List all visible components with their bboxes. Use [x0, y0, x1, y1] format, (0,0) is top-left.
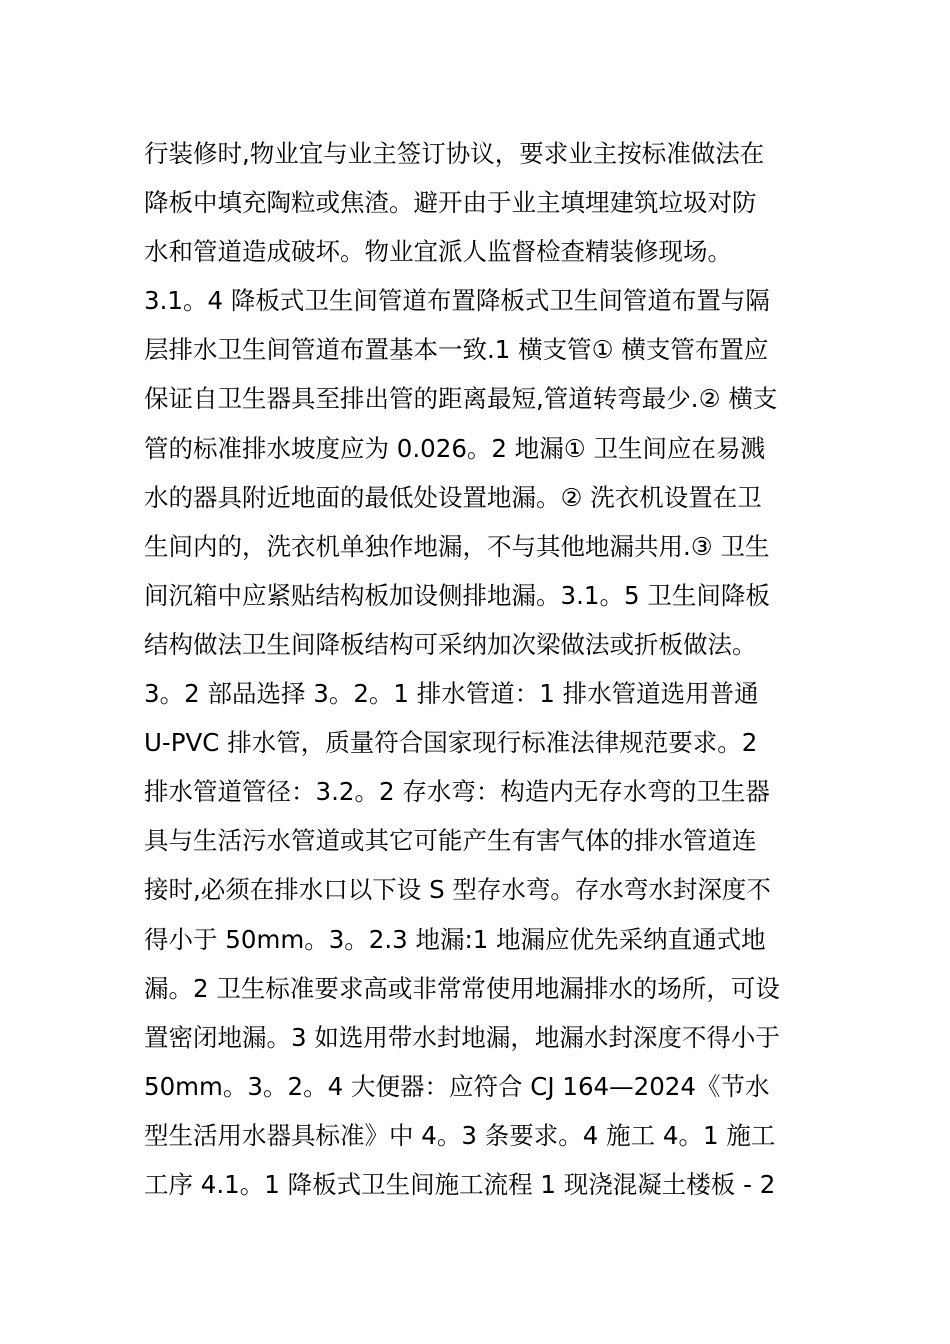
text-line: 3.1。4 降板式卫生间管道布置降板式卫生间管道布置与隔 [144, 286, 770, 316]
text-line: 层排水卫生间管道布置基本一致.1 横支管① 横支管布置应 [144, 335, 769, 365]
text-line: 具与生活污水管道或其它可能产生有害气体的排水管道连 [144, 826, 757, 856]
text-line: 置密闭地漏。3 如选用带水封地漏，地漏水封深度不得小于 [144, 1022, 780, 1052]
text-line: 管的标准排水坡度应为 0.026。2 地漏① 卫生间应在易溅 [144, 433, 766, 463]
body-text [144, 129, 824, 1209]
text-line: 排水管道管径：3.2。2 存水弯：构造内无存水弯的卫生器 [144, 777, 770, 807]
text-line: 间沉箱中应紧贴结构板加设侧排地漏。3.1。5 卫生间降板 [144, 580, 770, 610]
text-line: 3。2 部品选择 3。2。1 排水管道：1 排水管道选用普通 [144, 679, 759, 709]
text-line: 生间内的，洗衣机单独作地漏，不与其他地漏共用.③ 卫生 [144, 531, 770, 561]
text-line: 降板中填充陶粒或焦渣。避开由于业主填埋建筑垃圾对防 [144, 188, 757, 218]
text-line: 得小于 50mm。3。2.3 地漏:1 地漏应优先采纳直通式地 [144, 924, 766, 954]
text-line: 水的器具附近地面的最低处设置地漏。② 洗衣机设置在卫 [144, 482, 762, 512]
text-line: 结构做法卫生间降板结构可采纳加次梁做法或折板做法。 [144, 629, 757, 659]
text-line: 水和管道造成破坏。物业宜派人监督检查精装修现场。 [144, 237, 732, 267]
text-line: 行装修时,物业宜与业主签订协议，要求业主按标准做法在 [144, 139, 765, 168]
text-line: 型生活用水器具标准》中 4。3 条要求。4 施工 4。1 施工 [144, 1120, 776, 1150]
text-line: U-PVC 排水管，质量符合国家现行标准法律规范要求。2 [144, 728, 758, 758]
text-line: 接时,必须在排水口以下设 S 型存水弯。存水弯水封深度不 [144, 875, 771, 905]
text-line: 保证自卫生器具至排出管的距离最短,管道转弯最少.② 横支 [144, 384, 778, 414]
text-line: 50mm。3。2。4 大便器：应符合 CJ 164—2024《节水 [144, 1071, 770, 1101]
text-line: 漏。2 卫生标准要求高或非常常使用地漏排水的场所，可设 [144, 973, 780, 1003]
text-line: 工序 4.1。1 降板式卫生间施工流程 1 现浇混凝土楼板 - 2 [144, 1169, 776, 1199]
